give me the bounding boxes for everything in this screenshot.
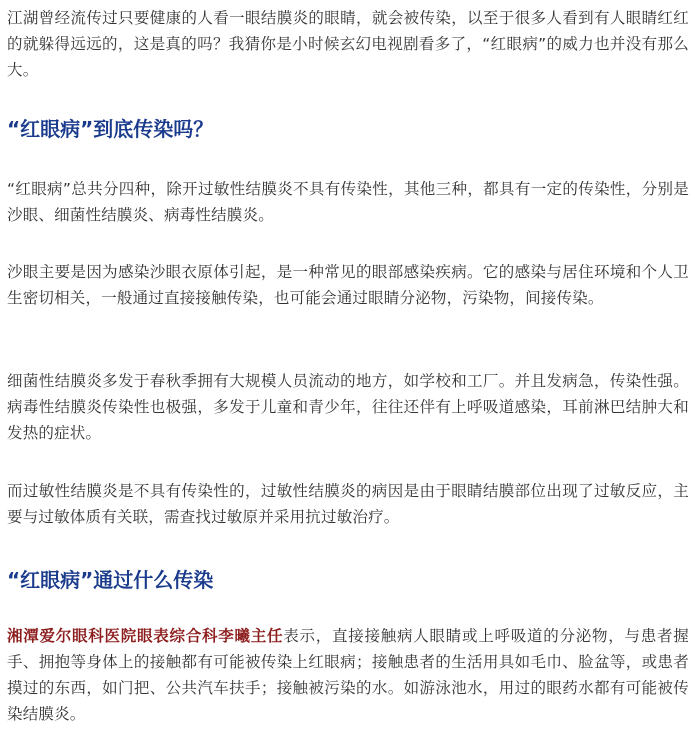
types-paragraph: “红眼病”总共分四种，除开过敏性结膜炎不具有传染性，其他三种，都具有一定的传染性，分别是沙眼、细菌性结膜炎、病毒性结膜炎。: [7, 180, 689, 224]
allergic-paragraph: 而过敏性结膜炎是不具有传染性的，过敏性结膜炎的病因是由于眼睛结膜部位出现了过敏反应，主要与过敏体质有关联，需查找过敏原并采用抗过敏治疗。: [7, 482, 689, 526]
trachoma-paragraph: 沙眼主要是因为感染沙眼衣原体引起，是一种常见的眼部感染疾病。它的感染与居住环境和个人卫生密切相关，一般通过直接接触传染，也可能会通过眼睛分泌物，污染物，间接传染。: [7, 263, 689, 307]
expert-name: 湘潭爱尔眼科医院眼表综合科李曦主任: [7, 627, 284, 645]
intro-paragraph: 江湖曾经流传过只要健康的人看一眼结膜炎的眼睛，就会被传染，以至于很多人看到有人眼睛红红的就躲得远远的，这是真的吗？我猜你是小时候玄幻电视剧看多了，“红眼病”的威力也并没有那么大。: [7, 9, 689, 79]
bacterial-paragraph: 细菌性结膜炎多发于春秋季拥有大规模人员流动的地方，如学校和工厂。并且发病急，传染性强。病毒性结膜炎传染性也极强，多发于儿童和青少年，往往还伴有上呼吸道感染，耳前淋巴结肿大和发热的症状。: [7, 372, 689, 442]
section-heading-contagious: “红眼病”到底传染吗？: [7, 117, 214, 141]
transmission-paragraph: [7, 623, 689, 727]
section-heading-transmission: “红眼病”通过什么传染: [7, 568, 214, 592]
transmission-text: 表示，直接接触病人眼睛或上呼吸道的分泌物，与患者握手、拥抱等身体上的接触都有可能被传染上红眼病；接触患者的生活用具如毛巾、脸盆等，或患者摸过的东西，如门把、公共汽车扶手；接触被污染的水。如游泳池水，用过的眼药水都有可能被传染结膜炎。: [7, 627, 689, 723]
